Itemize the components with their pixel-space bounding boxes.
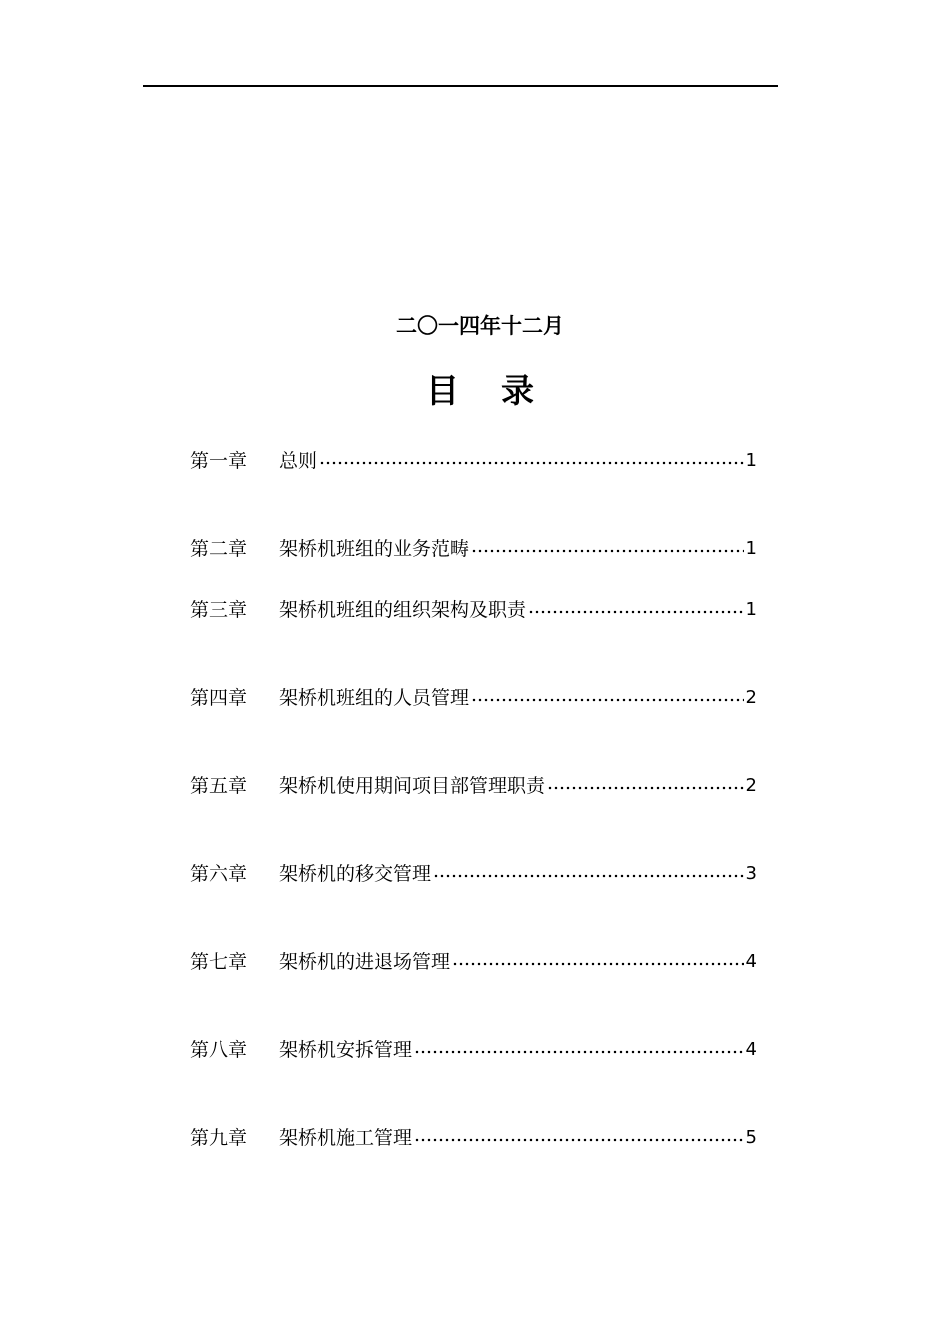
toc-chapter-title: 总则 — [279, 450, 318, 472]
toc-chapter-number: 第七章 — [190, 951, 248, 973]
toc-page-number: 5 — [745, 1127, 757, 1148]
toc-dot-leader — [414, 1138, 744, 1142]
toc-page-number: 4 — [745, 951, 757, 972]
toc-dot-leader — [528, 610, 744, 614]
toc-entry-chapter-9[interactable] — [190, 1123, 757, 1153]
toc-chapter-title: 架桥机的移交管理 — [279, 863, 432, 885]
toc-chapter-number: 第二章 — [190, 538, 248, 560]
toc-chapter-number: 第一章 — [190, 450, 248, 472]
toc-heading-right: 录 — [501, 371, 534, 410]
toc-entry-chapter-4[interactable] — [190, 683, 757, 713]
toc-entry-chapter-5[interactable] — [190, 771, 757, 801]
toc-dot-leader — [547, 786, 744, 790]
toc-dot-leader — [433, 874, 744, 878]
toc-page-number: 2 — [745, 775, 757, 796]
toc-chapter-title: 架桥机班组的组织架构及职责 — [279, 599, 527, 621]
document-date: 二〇一四年十二月 — [396, 314, 564, 338]
toc-page-number: 2 — [745, 687, 757, 708]
toc-chapter-number: 第四章 — [190, 687, 248, 709]
toc-chapter-title: 架桥机班组的业务范畴 — [279, 538, 470, 560]
toc-dot-leader — [452, 962, 744, 966]
toc-heading — [0, 368, 950, 414]
header-rule — [143, 85, 778, 87]
toc-entry-chapter-3[interactable] — [190, 595, 757, 625]
toc-chapter-number: 第三章 — [190, 599, 248, 621]
toc-dot-leader — [471, 698, 744, 702]
toc-chapter-title: 架桥机使用期间项目部管理职责 — [279, 775, 546, 797]
toc-entry-chapter-1[interactable] — [190, 446, 757, 476]
toc-dot-leader — [471, 549, 744, 553]
toc-page-number: 1 — [745, 599, 757, 620]
toc-chapter-title: 架桥机的进退场管理 — [279, 951, 451, 973]
toc-heading-left: 目 — [426, 371, 459, 410]
toc-chapter-title: 架桥机施工管理 — [279, 1127, 413, 1149]
toc-entry-chapter-2[interactable] — [190, 534, 757, 564]
toc-page-number: 1 — [745, 450, 757, 471]
toc-page-number: 3 — [745, 863, 757, 884]
toc-chapter-number: 第六章 — [190, 863, 248, 885]
toc-page-number: 4 — [745, 1039, 757, 1060]
toc-page-number: 1 — [745, 538, 757, 559]
toc-entry-chapter-7[interactable] — [190, 947, 757, 977]
toc-chapter-number: 第五章 — [190, 775, 248, 797]
toc-dot-leader — [319, 461, 744, 465]
toc-chapter-number: 第九章 — [190, 1127, 248, 1149]
toc-chapter-title: 架桥机班组的人员管理 — [279, 687, 470, 709]
toc-chapter-title: 架桥机安拆管理 — [279, 1039, 413, 1061]
toc-dot-leader — [414, 1050, 744, 1054]
toc-chapter-number: 第八章 — [190, 1039, 248, 1061]
toc-entry-chapter-6[interactable] — [190, 859, 757, 889]
toc-entry-chapter-8[interactable] — [190, 1035, 757, 1065]
